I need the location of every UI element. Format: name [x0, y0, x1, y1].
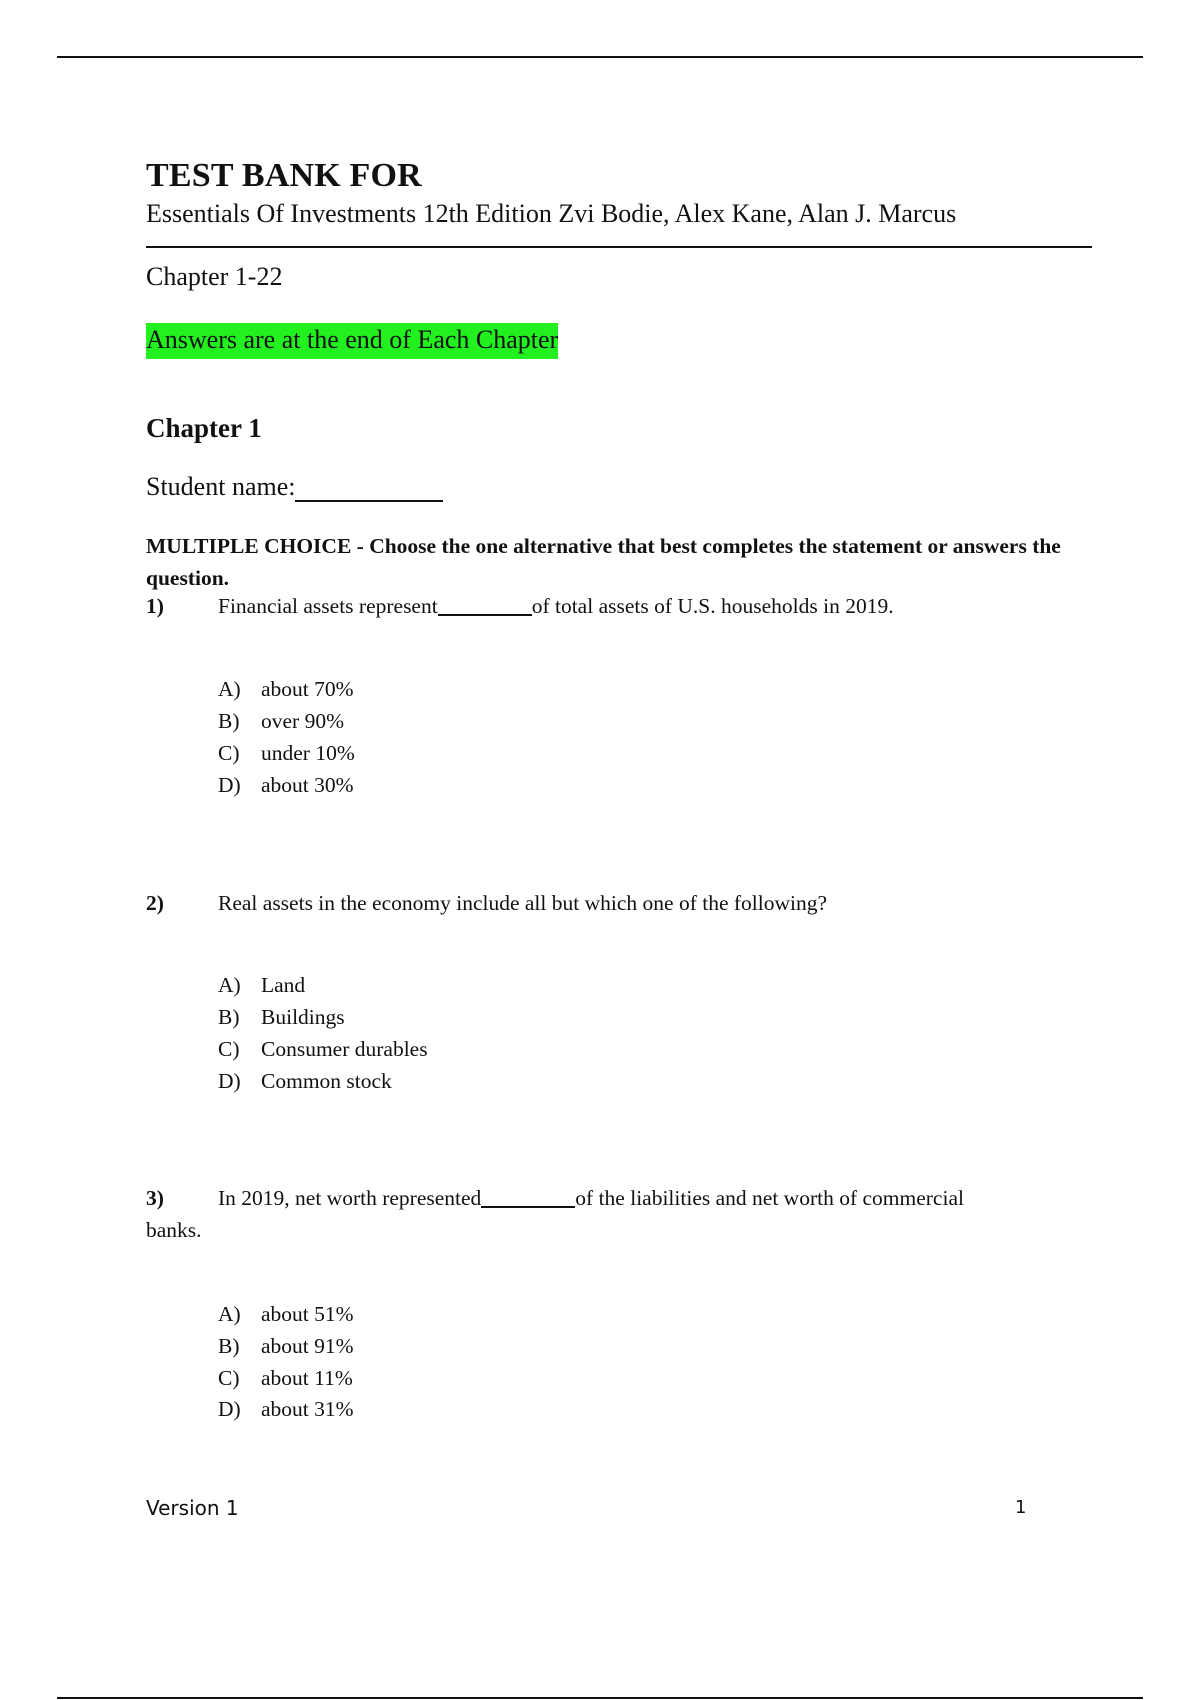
question-3-number: 3)	[146, 1186, 164, 1210]
question-3-text-after: of the liabilities and net worth of commercial	[575, 1186, 964, 1210]
question-2-option-b[interactable]	[218, 1005, 345, 1030]
option-letter: B)	[218, 709, 240, 733]
instructions-text: MULTIPLE CHOICE - Choose the one alternative that best completes the statement or answers the question.	[146, 534, 1061, 590]
student-name-label: Student name:	[146, 472, 296, 501]
footer-version: Version 1	[146, 1496, 239, 1520]
question-1-option-b[interactable]	[218, 709, 344, 734]
book-subtitle: Essentials Of Investments 12th Edition Zvi Bodie, Alex Kane, Alan J. Marcus	[146, 199, 957, 228]
question-2-option-c[interactable]	[218, 1037, 428, 1062]
option-text: Consumer durables	[261, 1037, 428, 1061]
option-text: over 90%	[261, 709, 344, 733]
question-1-text-before: Financial assets represent	[218, 594, 438, 618]
footer-page-number: 1	[1015, 1497, 1027, 1518]
student-name-line	[146, 472, 443, 502]
question-2-text: Real assets in the economy include all but which one of the following?	[218, 891, 828, 915]
option-letter: D)	[218, 1069, 241, 1093]
question-3-continuation: banks.	[146, 1218, 202, 1242]
option-letter: D)	[218, 1397, 241, 1421]
option-text: Land	[261, 973, 306, 997]
question-2-number: 2)	[146, 891, 164, 915]
question-3-option-c[interactable]	[218, 1366, 353, 1391]
top-page-rule	[57, 56, 1143, 58]
option-letter: B)	[218, 1005, 240, 1029]
chapter-heading: Chapter 1	[146, 413, 262, 443]
question-1-number: 1)	[146, 594, 164, 618]
option-letter: A)	[218, 973, 241, 997]
option-letter: C)	[218, 1366, 240, 1390]
question-3-option-a[interactable]	[218, 1302, 354, 1327]
question-1-option-d[interactable]	[218, 773, 354, 798]
option-text: about 91%	[261, 1334, 354, 1358]
option-text: Common stock	[261, 1069, 392, 1093]
option-letter: B)	[218, 1334, 240, 1358]
option-text: about 30%	[261, 773, 354, 797]
question-1-text	[218, 594, 894, 619]
option-text: under 10%	[261, 741, 355, 765]
document-title: TEST BANK FOR	[146, 157, 422, 194]
question-1-blank	[438, 594, 532, 616]
question-1-option-c[interactable]	[218, 741, 355, 766]
student-name-blank[interactable]	[295, 474, 443, 502]
option-letter: C)	[218, 1037, 240, 1061]
option-text: Buildings	[261, 1005, 345, 1029]
option-letter: A)	[218, 1302, 241, 1326]
question-3-text	[218, 1186, 964, 1211]
question-3-blank	[481, 1186, 575, 1208]
option-text: about 51%	[261, 1302, 354, 1326]
option-letter: A)	[218, 677, 241, 701]
bottom-page-rule	[57, 1697, 1143, 1699]
question-3-option-d[interactable]	[218, 1397, 354, 1422]
question-1-option-a[interactable]	[218, 677, 354, 702]
option-letter: C)	[218, 741, 240, 765]
title-underline	[146, 246, 1092, 248]
chapter-range: Chapter 1-22	[146, 262, 283, 291]
question-2-option-a[interactable]	[218, 973, 305, 998]
question-3-text-before: In 2019, net worth represented	[218, 1186, 482, 1210]
question-1-text-after: of total assets of U.S. households in 2019.	[531, 594, 894, 618]
option-letter: D)	[218, 773, 241, 797]
option-text: about 11%	[261, 1366, 353, 1390]
option-text: about 70%	[261, 677, 354, 701]
option-text: about 31%	[261, 1397, 354, 1421]
question-3-option-b[interactable]	[218, 1334, 354, 1359]
answers-note-highlight: Answers are at the end of Each Chapter	[146, 323, 558, 359]
question-2-option-d[interactable]	[218, 1069, 392, 1094]
